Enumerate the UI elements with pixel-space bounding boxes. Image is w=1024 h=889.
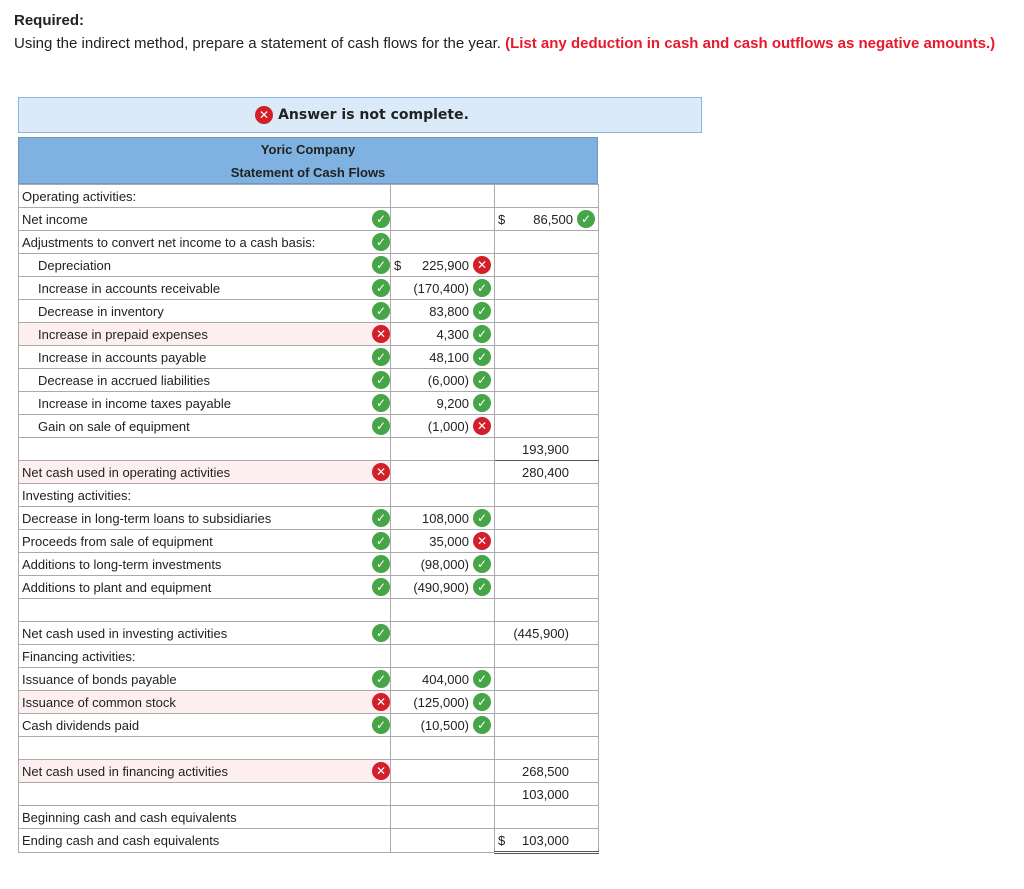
- adjustment-amount-cell[interactable]: [391, 668, 495, 691]
- row-label: Gain on sale of equipment: [38, 418, 190, 434]
- row-label-cell[interactable]: [19, 323, 391, 346]
- table-row: [19, 300, 599, 323]
- adjustment-amount-cell[interactable]: [391, 691, 495, 714]
- row-label: Increase in prepaid expenses: [38, 326, 208, 342]
- adjustment-amount-cell[interactable]: [391, 369, 495, 392]
- table-row: [19, 783, 599, 806]
- row-label-cell[interactable]: [19, 668, 391, 691]
- check-icon: ✓: [372, 532, 390, 550]
- row-label-cell[interactable]: [19, 415, 391, 438]
- row-label: Net cash used in investing activities: [22, 625, 228, 641]
- amount-value: 268,500: [522, 763, 569, 779]
- row-label-cell[interactable]: [19, 599, 391, 622]
- check-icon: ✓: [372, 348, 390, 366]
- amount-value: 9,200: [436, 395, 469, 411]
- adjustment-amount-cell[interactable]: [391, 346, 495, 369]
- adjustment-amount-cell[interactable]: [391, 323, 495, 346]
- table-row: [19, 530, 599, 553]
- statement-header: [18, 137, 598, 184]
- x-icon: ✕: [372, 325, 390, 343]
- table-row: [19, 622, 599, 645]
- required-heading: Required:: [14, 12, 85, 29]
- adjustment-amount-cell[interactable]: [391, 737, 495, 760]
- total-amount-cell[interactable]: [495, 668, 599, 691]
- statement-title: Statement of Cash Flows: [230, 165, 386, 180]
- table-row: [19, 507, 599, 530]
- table-row: [19, 231, 599, 254]
- amount-value: 86,500: [533, 211, 573, 227]
- total-amount-cell[interactable]: [495, 645, 599, 668]
- adjustment-amount-cell[interactable]: [391, 645, 495, 668]
- row-label-cell[interactable]: [19, 553, 391, 576]
- adjustment-amount-cell[interactable]: [391, 484, 495, 507]
- check-icon: ✓: [473, 578, 491, 596]
- table-row: [19, 323, 599, 346]
- total-amount-cell[interactable]: [495, 277, 599, 300]
- row-label: Operating activities:: [22, 188, 137, 204]
- check-icon: ✓: [473, 371, 491, 389]
- row-label-cell[interactable]: [19, 806, 391, 829]
- table-row: [19, 392, 599, 415]
- amount-value: (170,400): [413, 280, 469, 296]
- row-label: Issuance of bonds payable: [22, 671, 177, 687]
- table-row: [19, 645, 599, 668]
- x-icon: ✕: [473, 417, 491, 435]
- total-amount-cell[interactable]: [495, 461, 599, 484]
- table-row: [19, 369, 599, 392]
- row-label: Increase in income taxes payable: [38, 395, 231, 411]
- total-amount-cell[interactable]: [495, 438, 599, 461]
- row-label: Investing activities:: [22, 487, 132, 503]
- check-icon: ✓: [372, 555, 390, 573]
- currency-symbol: $: [498, 832, 506, 848]
- row-label: Financing activities:: [22, 648, 136, 664]
- row-label-cell[interactable]: [19, 461, 391, 484]
- adjustment-amount-cell[interactable]: [391, 415, 495, 438]
- table-row: [19, 760, 599, 783]
- adjustment-amount-cell[interactable]: [391, 438, 495, 461]
- row-label-cell[interactable]: [19, 507, 391, 530]
- table-row: [19, 691, 599, 714]
- total-amount-cell[interactable]: [495, 783, 599, 806]
- total-amount-cell[interactable]: [495, 346, 599, 369]
- check-icon: ✓: [473, 693, 491, 711]
- row-label: Cash dividends paid: [22, 717, 140, 733]
- table-row: [19, 346, 599, 369]
- check-icon: ✓: [372, 670, 390, 688]
- row-label: Net cash used in financing activities: [22, 763, 228, 779]
- row-label-cell[interactable]: [19, 438, 391, 461]
- row-label: Beginning cash and cash equivalents: [22, 809, 237, 825]
- adjustment-amount-cell[interactable]: [391, 829, 495, 853]
- table-row: [19, 806, 599, 829]
- check-icon: ✓: [473, 670, 491, 688]
- check-icon: ✓: [372, 624, 390, 642]
- check-icon: ✓: [372, 256, 390, 274]
- table-row: [19, 829, 599, 853]
- x-icon: ✕: [255, 106, 273, 124]
- adjustment-amount-cell[interactable]: [391, 277, 495, 300]
- adjustment-amount-cell[interactable]: [391, 714, 495, 737]
- table-row: [19, 599, 599, 622]
- row-label: Additions to long-term investments: [22, 556, 222, 572]
- amount-value: 103,000: [522, 832, 569, 848]
- x-icon: ✕: [473, 532, 491, 550]
- adjustment-amount-cell[interactable]: [391, 392, 495, 415]
- total-amount-cell[interactable]: [495, 392, 599, 415]
- row-label-cell[interactable]: [19, 254, 391, 277]
- row-label-cell[interactable]: [19, 714, 391, 737]
- total-amount-cell[interactable]: [495, 691, 599, 714]
- total-amount-cell[interactable]: [495, 185, 599, 208]
- check-icon: ✓: [473, 325, 491, 343]
- adjustment-amount-cell[interactable]: [391, 254, 495, 277]
- check-icon: ✓: [473, 302, 491, 320]
- total-amount-cell[interactable]: [495, 254, 599, 277]
- row-label-cell[interactable]: [19, 760, 391, 783]
- check-icon: ✓: [473, 348, 491, 366]
- row-label-cell[interactable]: [19, 691, 391, 714]
- row-label-cell[interactable]: [19, 530, 391, 553]
- x-icon: ✕: [372, 762, 390, 780]
- check-icon: ✓: [473, 394, 491, 412]
- adjustment-amount-cell[interactable]: [391, 599, 495, 622]
- check-icon: ✓: [372, 578, 390, 596]
- total-amount-cell[interactable]: [495, 484, 599, 507]
- instructions-text: Using the indirect method, prepare a statement of cash flows for the year.: [14, 35, 501, 52]
- adjustment-amount-cell[interactable]: [391, 461, 495, 484]
- table-row: [19, 484, 599, 507]
- table-row: [19, 277, 599, 300]
- check-icon: ✓: [473, 279, 491, 297]
- table-row: [19, 553, 599, 576]
- row-label: Increase in accounts payable: [38, 349, 207, 365]
- total-amount-cell[interactable]: [495, 415, 599, 438]
- row-label: Adjustments to convert net income to a cash basis:: [22, 234, 316, 250]
- row-label-cell[interactable]: [19, 484, 391, 507]
- amount-value: 193,900: [522, 441, 569, 457]
- adjustment-amount-cell[interactable]: [391, 185, 495, 208]
- amount-value: 103,000: [522, 786, 569, 802]
- instructions-note: (List any deduction in cash and cash outflows as negative amounts.): [505, 35, 996, 52]
- row-label: Decrease in accrued liabilities: [38, 372, 210, 388]
- currency-symbol: $: [498, 211, 506, 227]
- total-amount-cell[interactable]: [495, 208, 599, 231]
- check-icon: ✓: [372, 279, 390, 297]
- row-label-cell[interactable]: [19, 346, 391, 369]
- row-label: Decrease in inventory: [38, 303, 164, 319]
- table-row: [19, 737, 599, 760]
- table-row: [19, 415, 599, 438]
- x-icon: ✕: [372, 693, 390, 711]
- check-icon: ✓: [473, 509, 491, 527]
- row-label: Net cash used in operating activities: [22, 464, 231, 480]
- table-row: [19, 714, 599, 737]
- table-row: [19, 254, 599, 277]
- total-amount-cell[interactable]: [495, 576, 599, 599]
- adjustment-amount-cell[interactable]: [391, 576, 495, 599]
- table-row: [19, 576, 599, 599]
- answer-status-text: Answer is not complete.: [278, 107, 469, 123]
- table-row: [19, 185, 599, 208]
- check-icon: ✓: [577, 210, 595, 228]
- check-icon: ✓: [372, 210, 390, 228]
- row-label-cell[interactable]: [19, 737, 391, 760]
- row-label-cell[interactable]: [19, 300, 391, 323]
- row-label-cell[interactable]: [19, 392, 391, 415]
- table-row: [19, 668, 599, 691]
- row-label: Depreciation: [38, 257, 111, 273]
- row-label-cell[interactable]: [19, 208, 391, 231]
- check-icon: ✓: [372, 716, 390, 734]
- row-label-cell[interactable]: [19, 231, 391, 254]
- check-icon: ✓: [473, 716, 491, 734]
- amount-value: (490,900): [413, 579, 469, 595]
- row-label-cell[interactable]: [19, 185, 391, 208]
- total-amount-cell[interactable]: [495, 622, 599, 645]
- row-label: Issuance of common stock: [22, 694, 176, 710]
- adjustment-amount-cell[interactable]: [391, 783, 495, 806]
- total-amount-cell[interactable]: [495, 829, 599, 853]
- total-amount-cell[interactable]: [495, 714, 599, 737]
- answer-status-banner: [18, 97, 702, 133]
- adjustment-amount-cell[interactable]: [391, 760, 495, 783]
- amount-value: 4,300: [436, 326, 469, 342]
- company-name: Yoric Company: [260, 142, 356, 157]
- adjustment-amount-cell[interactable]: [391, 507, 495, 530]
- total-amount-cell[interactable]: [495, 806, 599, 829]
- x-icon: ✕: [473, 256, 491, 274]
- row-label-cell[interactable]: [19, 645, 391, 668]
- total-amount-cell[interactable]: [495, 553, 599, 576]
- amount-value: (6,000): [427, 372, 469, 388]
- table-row: [19, 438, 599, 461]
- amount-value: 225,900: [422, 257, 469, 273]
- table-row: [19, 208, 599, 231]
- row-label: Additions to plant and equipment: [22, 579, 212, 595]
- total-amount-cell[interactable]: [495, 323, 599, 346]
- total-amount-cell[interactable]: [495, 737, 599, 760]
- adjustment-amount-cell[interactable]: [391, 231, 495, 254]
- row-label: Increase in accounts receivable: [38, 280, 221, 296]
- check-icon: ✓: [473, 555, 491, 573]
- amount-value: (1,000): [427, 418, 469, 434]
- total-amount-cell[interactable]: [495, 530, 599, 553]
- amount-value: (10,500): [420, 717, 469, 733]
- check-icon: ✓: [372, 509, 390, 527]
- amount-value: (445,900): [513, 625, 569, 641]
- total-amount-cell[interactable]: [495, 599, 599, 622]
- total-amount-cell[interactable]: [495, 300, 599, 323]
- check-icon: ✓: [372, 417, 390, 435]
- adjustment-amount-cell[interactable]: [391, 530, 495, 553]
- check-icon: ✓: [372, 394, 390, 412]
- total-amount-cell[interactable]: [495, 760, 599, 783]
- x-icon: ✕: [372, 463, 390, 481]
- amount-value: 48,100: [429, 349, 469, 365]
- adjustment-amount-cell[interactable]: [391, 622, 495, 645]
- amount-value: (98,000): [420, 556, 469, 572]
- adjustment-amount-cell[interactable]: [391, 300, 495, 323]
- check-icon: ✓: [372, 302, 390, 320]
- instructions: [14, 34, 1004, 54]
- total-amount-cell[interactable]: [495, 369, 599, 392]
- amount-value: 35,000: [429, 533, 469, 549]
- table-row: [19, 461, 599, 484]
- adjustment-amount-cell[interactable]: [391, 553, 495, 576]
- adjustment-amount-cell[interactable]: [391, 208, 495, 231]
- row-label: Proceeds from sale of equipment: [22, 533, 213, 549]
- row-label: Decrease in long-term loans to subsidiaries: [22, 510, 272, 526]
- amount-value: (125,000): [413, 694, 469, 710]
- check-icon: ✓: [372, 233, 390, 251]
- cash-flow-table: [18, 184, 599, 854]
- row-label-cell[interactable]: [19, 622, 391, 645]
- row-label-cell[interactable]: [19, 369, 391, 392]
- total-amount-cell[interactable]: [495, 507, 599, 530]
- row-label-cell[interactable]: [19, 576, 391, 599]
- row-label: Ending cash and cash equivalents: [22, 833, 220, 848]
- amount-value: 83,800: [429, 303, 469, 319]
- amount-value: 280,400: [522, 464, 569, 480]
- amount-value: 108,000: [422, 510, 469, 526]
- row-label-cell[interactable]: [19, 277, 391, 300]
- row-label: Net income: [22, 211, 88, 227]
- adjustment-amount-cell[interactable]: [391, 806, 495, 829]
- row-label-cell[interactable]: [19, 829, 391, 853]
- amount-value: 404,000: [422, 671, 469, 687]
- row-label-cell[interactable]: [19, 783, 391, 806]
- total-amount-cell[interactable]: [495, 231, 599, 254]
- check-icon: ✓: [372, 371, 390, 389]
- currency-symbol: $: [394, 257, 402, 273]
